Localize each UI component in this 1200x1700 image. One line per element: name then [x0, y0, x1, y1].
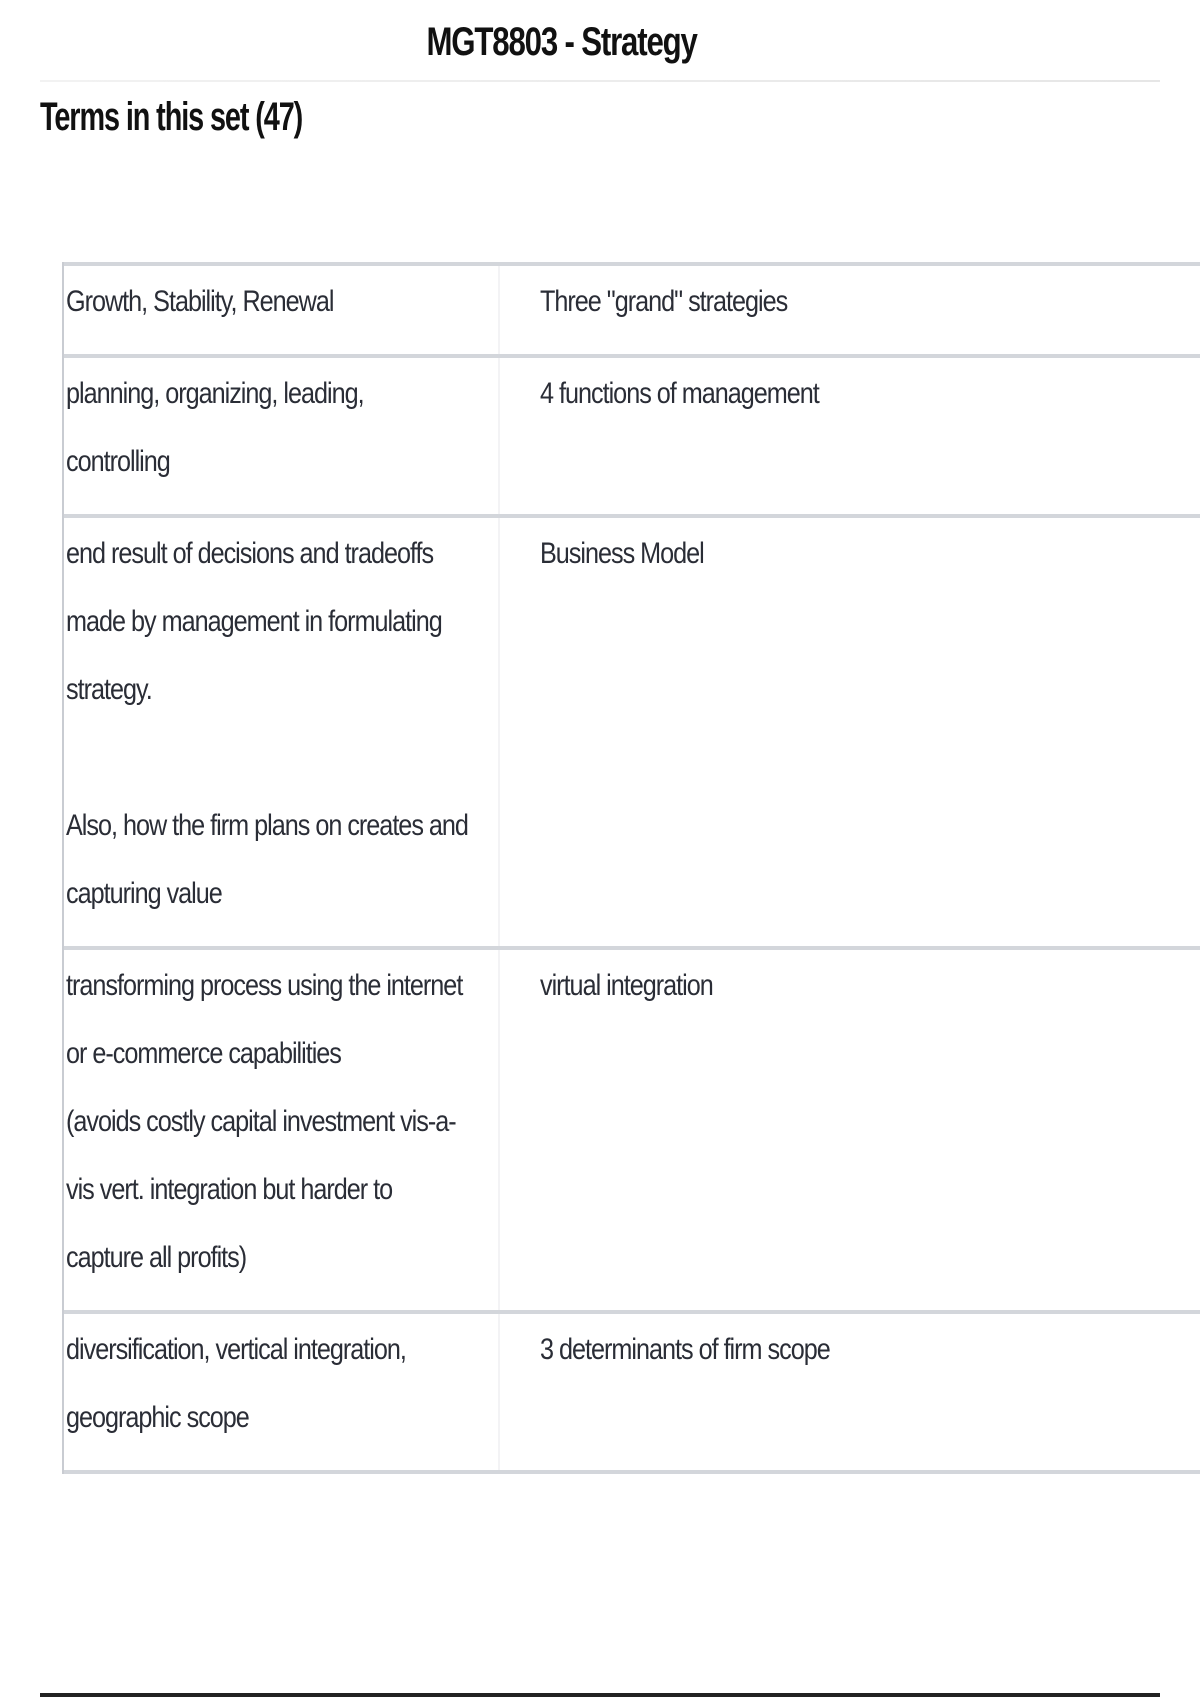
- term-text: 3 determinants of firm scope: [540, 1333, 830, 1366]
- definition-cell: [64, 1314, 500, 1470]
- definition-text: diversification, vertical integration, geographic scope: [66, 1333, 406, 1434]
- definition-cell: [64, 518, 500, 946]
- term-text: Business Model: [540, 537, 704, 570]
- term-text: Three "grand" strategies: [540, 285, 788, 318]
- term-cell: [500, 358, 1200, 514]
- term-text: 4 functions of management: [540, 377, 819, 410]
- definition-cell: [64, 358, 500, 514]
- term-cell: [500, 518, 1200, 946]
- page-title: MGT8803 - Strategy: [426, 20, 697, 64]
- term-row: [64, 1310, 1200, 1474]
- header-divider: [40, 80, 1160, 82]
- term-text: virtual integration: [540, 969, 713, 1002]
- term-row: [64, 514, 1200, 946]
- definition-text: transforming process using the internet or e-commerce capabilities (avoids costly capital investment vis-a- vis vert. integration but harder to capture all profits): [66, 969, 463, 1274]
- term-cell: [500, 950, 1200, 1310]
- definition-text: Growth, Stability, Renewal: [66, 285, 334, 318]
- definition-text: planning, organizing, leading, controlling: [66, 377, 364, 478]
- definition-cell: [64, 950, 500, 1310]
- footer-divider: [40, 1693, 1160, 1697]
- term-row: [64, 354, 1200, 514]
- term-row: [64, 262, 1200, 354]
- terms-count-heading: Terms in this set (47): [40, 95, 303, 139]
- term-cell: [500, 266, 1200, 354]
- definition-cell: [64, 266, 500, 354]
- terms-table: [62, 262, 1200, 1474]
- definition-text: end result of decisions and tradeoffs made by management in formulating strategy. Also, how the firm plans on creates and capturing value: [66, 537, 468, 910]
- term-cell: [500, 1314, 1200, 1470]
- term-row: [64, 946, 1200, 1310]
